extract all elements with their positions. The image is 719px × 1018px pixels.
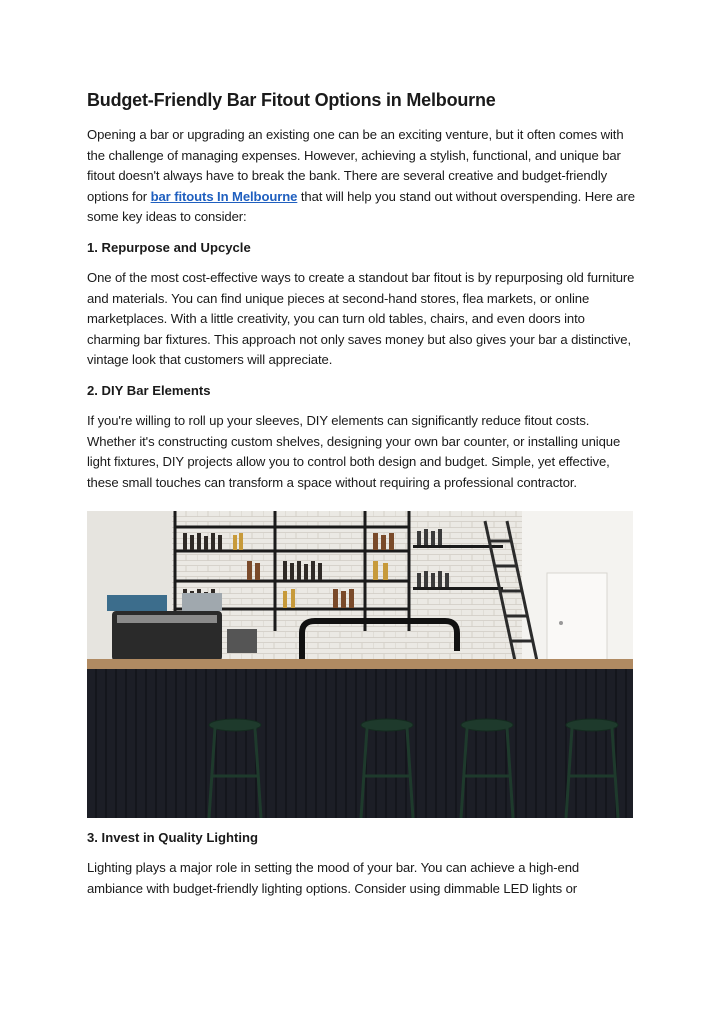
intro-paragraph (87, 125, 635, 228)
section-heading-diy: 2. DIY Bar Elements (87, 382, 211, 398)
section-body-diy: If you're willing to roll up your sleeves, DIY elements can significantly reduce fitout costs. Whether it's constructing custom shelves, designing your own bar counter, or installing unique light fixtures, DIY projects allow you to control both design and budget. Simple, yet effective, these small touches can transform a space without requiring a professional contractor. (87, 412, 621, 490)
intro-text-before: Opening a bar or upgrading an existing one can be an exciting venture, but it often comes with the challenge of managing expenses. However, achieving a stylish, functional, and unique bar fitout doesn't always have to break the bank. There are several creative and budget-friendly options for (87, 127, 624, 204)
document-body (87, 88, 635, 503)
intro-text-after: that will help you stand out without overspending. Here are some key ideas to consider: (87, 188, 635, 225)
bar-photo-illustration (87, 511, 633, 818)
bar-fitouts-link[interactable]: bar fitouts In Melbourne (150, 188, 298, 204)
section-heading-lighting: 3. Invest in Quality Lighting (87, 830, 258, 845)
bar-interior-photo (87, 511, 633, 818)
section-body-lighting: Lighting plays a major role in setting the mood of your bar. You can achieve a high-end ambiance with budget-friendly lighting options. Consider using dimmable LED lights or (87, 860, 580, 896)
document-title: Budget-Friendly Bar Fitout Options in Melbourne (87, 90, 496, 110)
section-heading-repurpose: 1. Repurpose and Upcycle (87, 239, 251, 255)
section-body-repurpose: One of the most cost-effective ways to create a standout bar fitout is by repurposing old furniture and materials. You can find unique pieces at second-hand stores, flea markets, or online marketplaces. With a little creativity, you can turn old tables, chairs, and even doors into charming bar fixtures. This approach not only saves money but also gives your bar a distinctive, vintage look that customers will appreciate. (87, 269, 635, 368)
document-body-continued (87, 828, 635, 909)
